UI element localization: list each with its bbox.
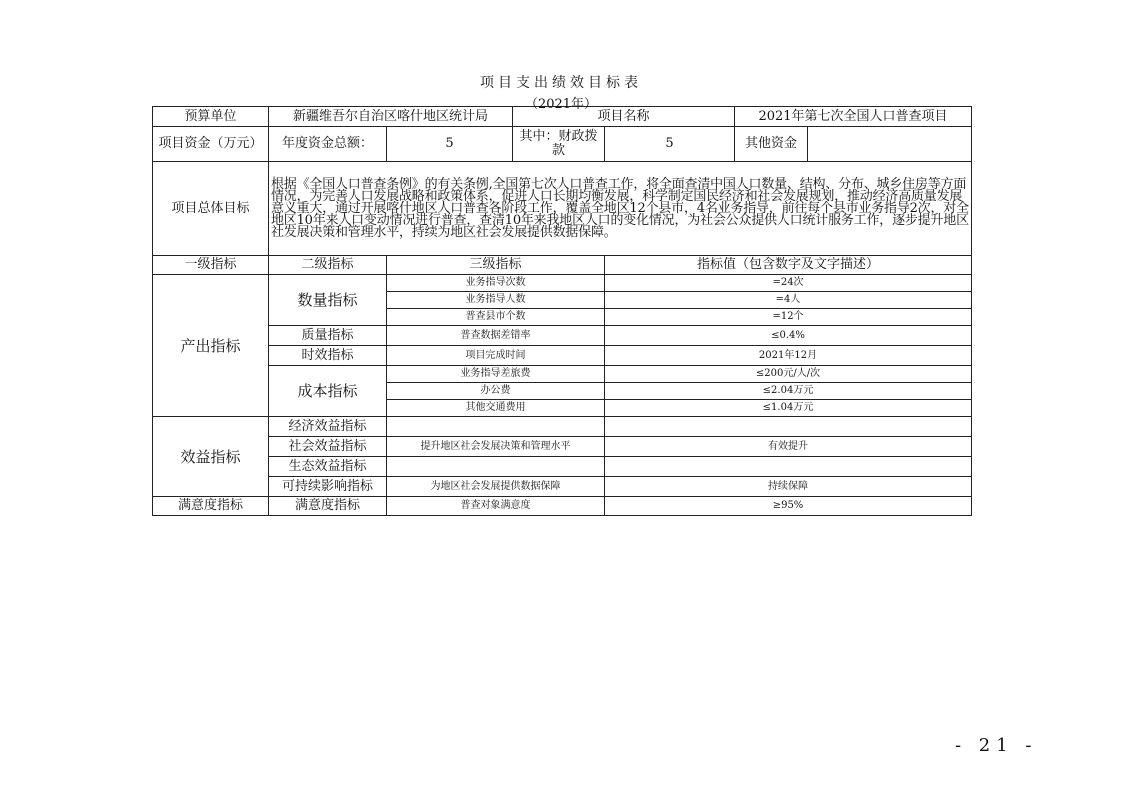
indicator-value: ≤0.4% (605, 326, 972, 346)
project-name-value: 2021年第七次全国人口普查项目 (735, 107, 972, 127)
indicator-value: ≤200元/人/次 (605, 366, 972, 383)
table-row (153, 457, 972, 477)
table-row (153, 366, 972, 383)
indicator-name: 其他交通费用 (387, 400, 605, 417)
benefit-level2: 可持续影响指标 (269, 477, 387, 497)
indicator-value: 2021年12月 (605, 346, 972, 366)
quality-indicator-label: 质量指标 (269, 326, 387, 346)
indicator-name: 业务指导差旅费 (387, 366, 605, 383)
header-row (153, 107, 972, 127)
indicator-value: =24次 (605, 275, 972, 292)
cost-indicator-label: 成本指标 (269, 366, 387, 417)
funds-label: 项目资金（万元） (153, 127, 269, 162)
output-indicator-label: 产出指标 (153, 275, 269, 417)
indicator-value (605, 417, 972, 437)
indicator-value: ≤2.04万元 (605, 383, 972, 400)
indicator-value: =12个 (605, 309, 972, 326)
table-title: 项目支出绩效目标表 (480, 75, 642, 91)
other-funds-value (808, 127, 972, 162)
budget-unit-label: 预算单位 (153, 107, 269, 127)
indicator-name (387, 457, 605, 477)
performance-goal-table (152, 106, 972, 516)
project-name-label: 项目名称 (513, 107, 735, 127)
table-row (153, 417, 972, 437)
table-row (153, 477, 972, 497)
goal-text: 根据《全国人口普查条例》的有关条例,全国第七次人口普查工作，将全面查清中国人口数量、结构、分布、城乡住房等方面情况，为完善人口发展战略和政策体系，促进人口长期均衡发展，科学制定国民经济和社会发展规划，推动经济高质量发展意义重大，通过开展喀什地区人口普查各阶段工作，覆盖全地区12个县市，4名业务指导，前往每个县市业务指导2次，对全地区10年来人口变动情况进行普查，查清10年来我地区人口的变化情况，为社会公众提供人口统计服务工作，逐步提升地区社发展决策和管理水平，持续为地区社会发展提供数据保障。 (269, 162, 972, 256)
table-row (153, 275, 972, 292)
indicator-name: 业务指导人数 (387, 292, 605, 309)
fiscal-funds-value: 5 (605, 127, 735, 162)
indicator-name: 项目完成时间 (387, 346, 605, 366)
other-funds-label: 其他资金 (735, 127, 808, 162)
indicator-value (605, 457, 972, 477)
table-year: （2021年） (524, 97, 598, 112)
benefit-indicator-label: 效益指标 (153, 417, 269, 497)
table-row (153, 437, 972, 457)
indicator-value: ≤1.04万元 (605, 400, 972, 417)
quantity-indicator-label: 数量指标 (269, 275, 387, 326)
indicator-name: 普查县市个数 (387, 309, 605, 326)
indicator-name: 普查数据差错率 (387, 326, 605, 346)
page-number: - 21 - (955, 735, 1038, 756)
indicator-name: 普查对象满意度 (387, 497, 605, 516)
goal-row (153, 162, 972, 256)
indicator-value: 有效提升 (605, 437, 972, 457)
indicator-name: 业务指导次数 (387, 275, 605, 292)
annual-total-value: 5 (387, 127, 513, 162)
time-indicator-label: 时效指标 (269, 346, 387, 366)
benefit-level2: 经济效益指标 (269, 417, 387, 437)
col-level3: 三级指标 (387, 256, 605, 275)
indicator-name: 为地区社会发展提供数据保障 (387, 477, 605, 497)
col-value: 指标值（包含数字及文字描述） (605, 256, 972, 275)
indicator-name: 办公费 (387, 383, 605, 400)
satisfaction-level2: 满意度指标 (269, 497, 387, 516)
table-row (153, 326, 972, 346)
goal-label: 项目总体目标 (153, 162, 269, 256)
benefit-level2: 生态效益指标 (269, 457, 387, 477)
column-header-row (153, 256, 972, 275)
col-level1: 一级指标 (153, 256, 269, 275)
col-level2: 二级指标 (269, 256, 387, 275)
table-row (153, 497, 972, 516)
table-row (153, 346, 972, 366)
fiscal-funds-label: 其中：财政拨款 (513, 127, 605, 162)
indicator-value: =4人 (605, 292, 972, 309)
budget-unit-value: 新疆维吾尔自治区喀什地区统计局 (269, 107, 513, 127)
satisfaction-indicator-label: 满意度指标 (153, 497, 269, 516)
indicator-name (387, 417, 605, 437)
indicator-value: ≥95% (605, 497, 972, 516)
annual-total-label: 年度资金总额： (269, 127, 387, 162)
benefit-level2: 社会效益指标 (269, 437, 387, 457)
indicator-name: 提升地区社会发展决策和管理水平 (387, 437, 605, 457)
funds-row (153, 127, 972, 162)
indicator-value: 持续保障 (605, 477, 972, 497)
